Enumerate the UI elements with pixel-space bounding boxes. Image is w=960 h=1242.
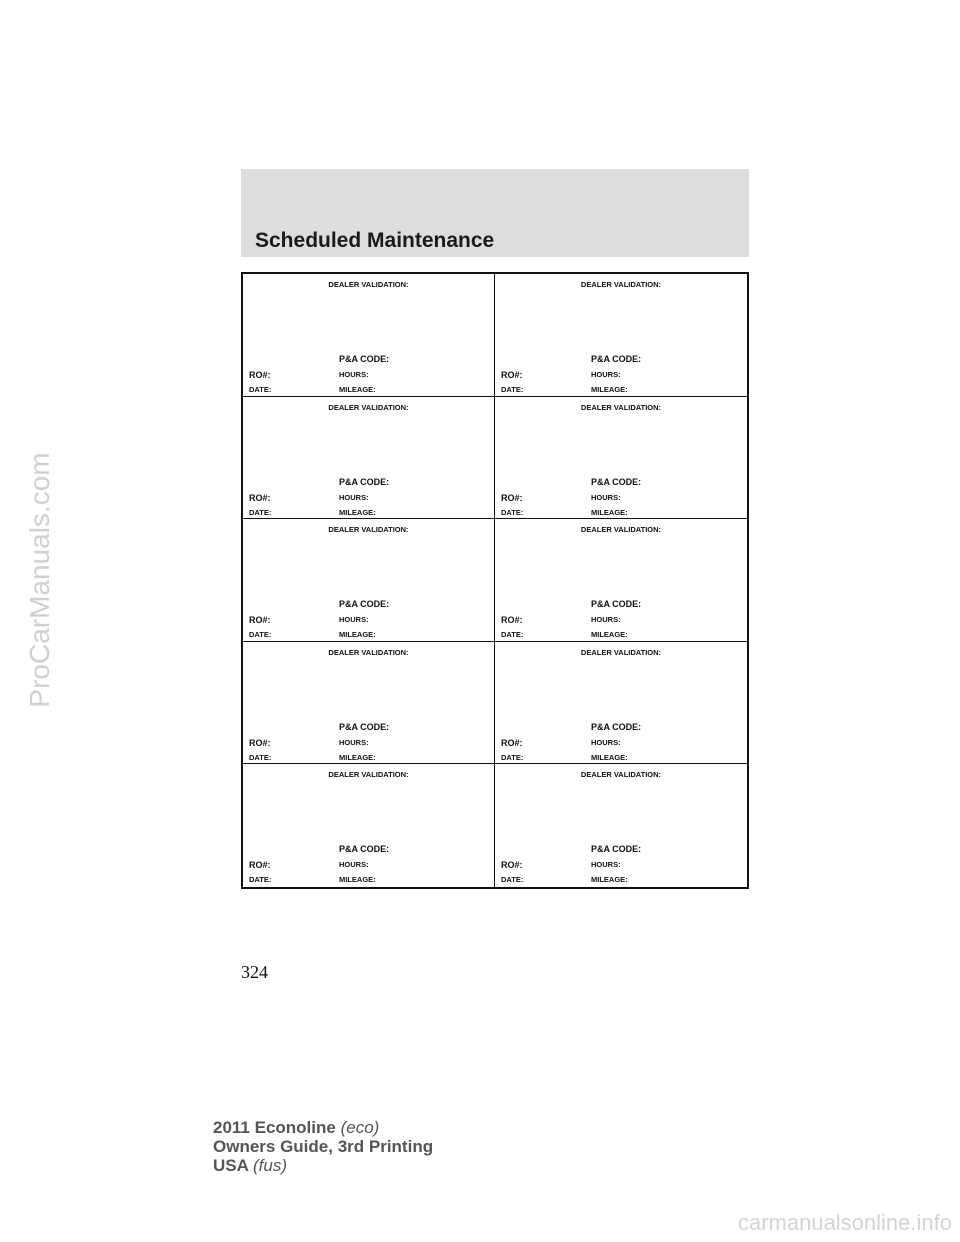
mileage-label: MILEAGE: <box>339 875 376 885</box>
ro-number-label: RO#: <box>501 737 523 748</box>
pa-code-label: P&A CODE: <box>339 844 390 855</box>
hours-label: HOURS: <box>339 370 369 379</box>
dealer-validation-label: DEALER VALIDATION: <box>328 402 409 412</box>
date-label: DATE: <box>249 630 272 640</box>
pa-code-label: P&A CODE: <box>339 354 390 364</box>
bottom-watermark: carmanualsonline.info <box>737 1210 952 1235</box>
record-cell <box>495 764 747 887</box>
footer-market: USA <box>213 1156 249 1175</box>
pa-code-label: P&A CODE: <box>591 721 642 732</box>
dealer-validation-label: DEALER VALIDATION: <box>328 647 409 657</box>
dealer-validation-label: DEALER VALIDATION: <box>580 647 662 657</box>
record-cell <box>243 397 495 520</box>
date-label: DATE: <box>501 752 524 762</box>
record-cell <box>243 274 495 397</box>
ro-number-label: RO#: <box>249 860 271 871</box>
hours-label: HOURS: <box>591 492 621 502</box>
ro-number-label: RO#: <box>501 492 523 503</box>
mileage-label: MILEAGE: <box>591 385 628 394</box>
ro-number-label: RO#: <box>501 860 523 871</box>
date-label: DATE: <box>501 507 524 517</box>
ro-number-label: RO#: <box>501 370 523 380</box>
record-cell <box>243 519 495 642</box>
left-watermark-text: ProCarManuals.com <box>24 452 55 708</box>
page-number: 324 <box>241 962 268 982</box>
record-cell <box>243 764 495 887</box>
ro-number-label: RO#: <box>249 615 271 626</box>
pa-code-label: P&A CODE: <box>591 476 642 487</box>
footer-market-code: (fus) <box>253 1156 287 1175</box>
date-label: DATE: <box>249 752 272 762</box>
ro-number-label: RO#: <box>501 615 523 626</box>
section-title: Scheduled Maintenance <box>255 229 495 252</box>
dealer-validation-label: DEALER VALIDATION: <box>328 525 409 535</box>
date-label: DATE: <box>501 630 524 640</box>
ro-number-label: RO#: <box>249 370 271 380</box>
mileage-label: MILEAGE: <box>591 875 628 885</box>
mileage-label: MILEAGE: <box>339 752 376 762</box>
hours-label: HOURS: <box>339 860 369 870</box>
pa-code-label: P&A CODE: <box>339 476 390 487</box>
pa-code-label: P&A CODE: <box>591 354 642 364</box>
dealer-validation-label: DEALER VALIDATION: <box>328 280 409 289</box>
hours-label: HOURS: <box>591 737 621 747</box>
hours-label: HOURS: <box>339 615 369 625</box>
dealer-validation-label: DEALER VALIDATION: <box>580 402 662 412</box>
maintenance-record-grid <box>241 272 749 889</box>
record-cell <box>243 642 495 765</box>
date-label: DATE: <box>501 385 524 394</box>
date-label: DATE: <box>501 875 524 885</box>
pa-code-label: P&A CODE: <box>339 599 390 610</box>
dealer-validation-label: DEALER VALIDATION: <box>328 770 409 780</box>
ro-number-label: RO#: <box>249 737 271 748</box>
hours-label: HOURS: <box>591 860 621 870</box>
dealer-validation-label: DEALER VALIDATION: <box>580 280 662 289</box>
record-cell <box>495 519 747 642</box>
section-header-band <box>241 169 749 257</box>
mileage-label: MILEAGE: <box>591 507 628 517</box>
date-label: DATE: <box>249 507 272 517</box>
ro-number-label: RO#: <box>249 492 271 503</box>
dealer-validation-label: DEALER VALIDATION: <box>580 770 662 780</box>
record-cell <box>495 642 747 765</box>
mileage-label: MILEAGE: <box>339 507 376 517</box>
record-cell <box>495 274 747 397</box>
hours-label: HOURS: <box>339 492 369 502</box>
mileage-label: MILEAGE: <box>339 385 376 394</box>
date-label: DATE: <box>249 875 272 885</box>
pa-code-label: P&A CODE: <box>339 721 390 732</box>
mileage-label: MILEAGE: <box>339 630 376 640</box>
footer-model: 2011 Econoline <box>213 1118 336 1137</box>
mileage-label: MILEAGE: <box>591 752 628 762</box>
hours-label: HOURS: <box>591 370 621 379</box>
footer-model-code: (eco) <box>340 1118 380 1137</box>
left-watermark <box>10 452 70 708</box>
dealer-validation-label: DEALER VALIDATION: <box>580 525 662 535</box>
footer-guide: Owners Guide, 3rd Printing <box>213 1137 434 1156</box>
pa-code-label: P&A CODE: <box>591 844 642 855</box>
document-footer <box>213 1118 433 1175</box>
pa-code-label: P&A CODE: <box>591 599 642 610</box>
hours-label: HOURS: <box>339 737 369 747</box>
date-label: DATE: <box>249 385 272 394</box>
mileage-label: MILEAGE: <box>591 630 628 640</box>
hours-label: HOURS: <box>591 615 621 625</box>
record-cell <box>495 397 747 520</box>
